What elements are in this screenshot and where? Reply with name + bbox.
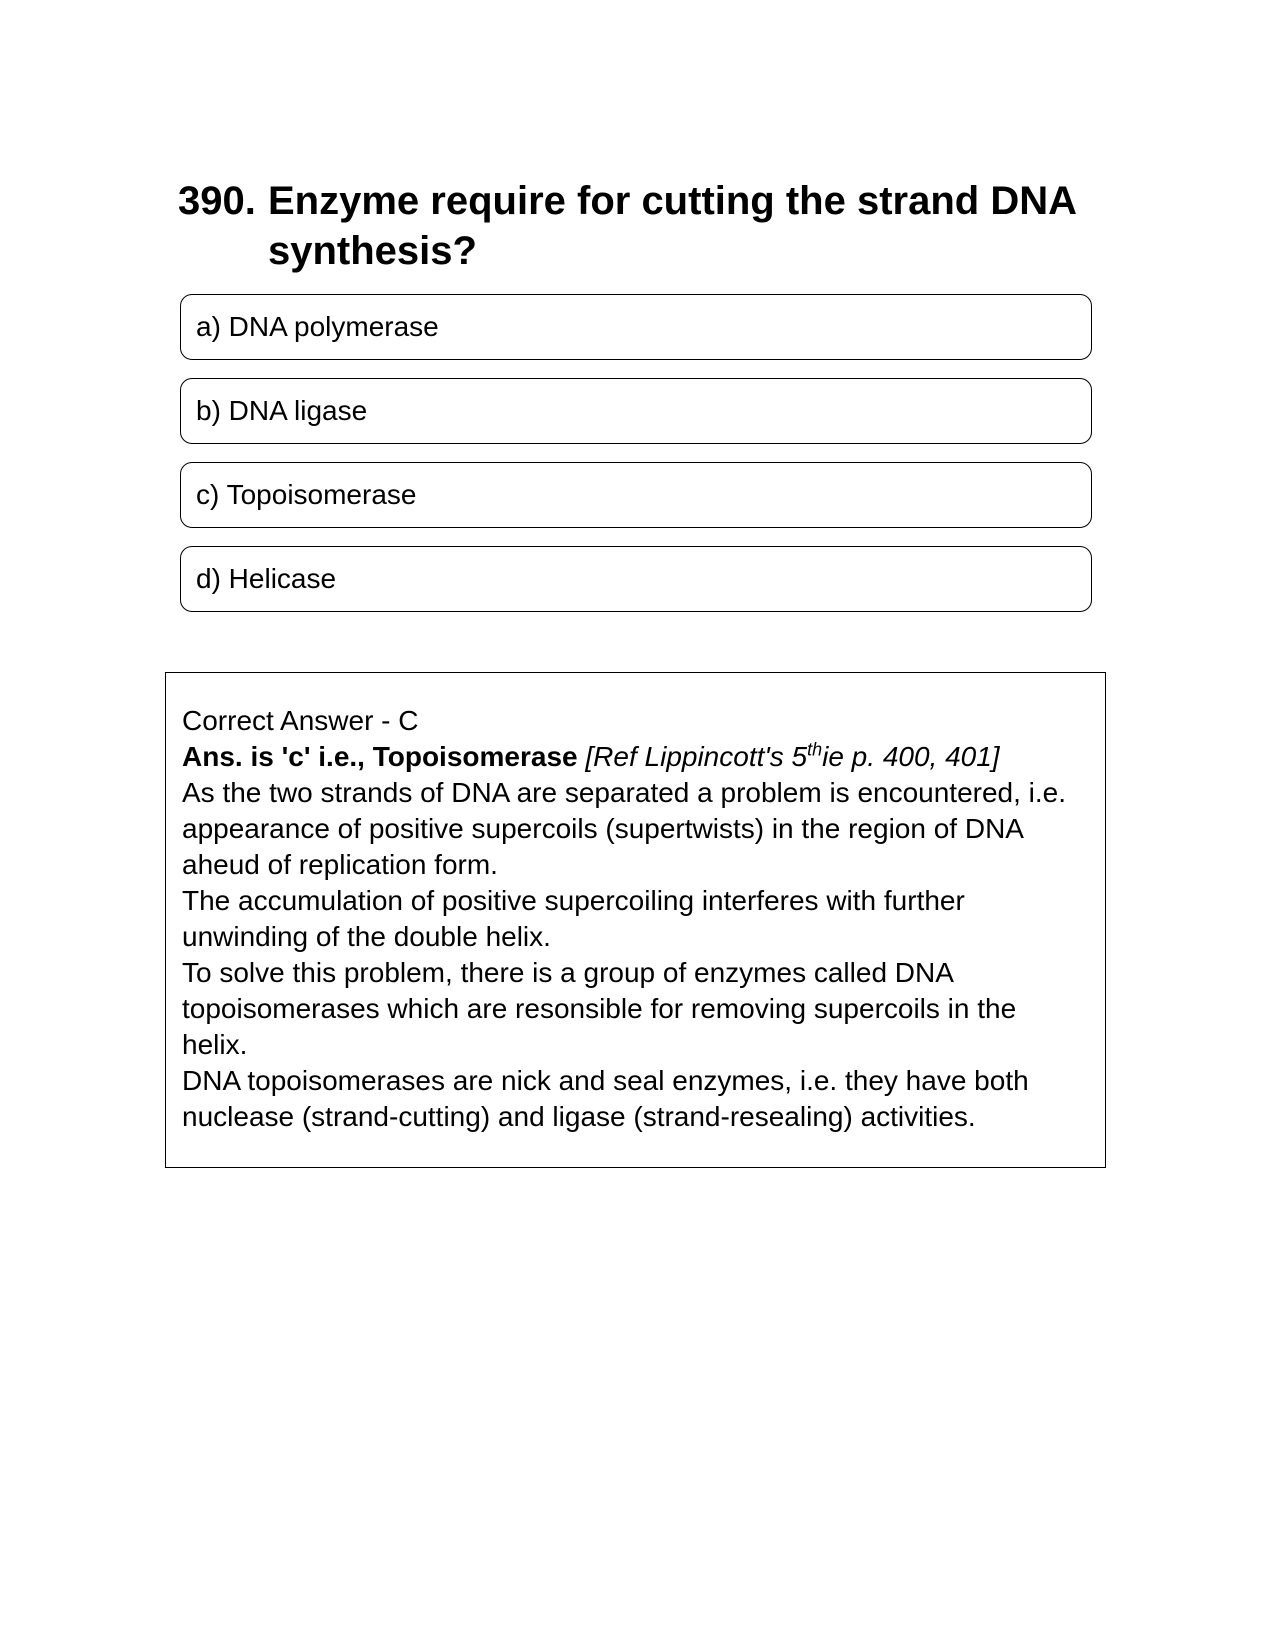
- explanation-paragraph-1: As the two strands of DNA are separated a problem is encountered, i.e. appearance of positive supercoils (supertwists) in the region of DNA aheud of replication form.: [182, 777, 1067, 880]
- explanation-paragraph-4: DNA topoisomerases are nick and seal enzymes, i.e. they have both nuclease (strand-cutting) and ligase (strand-resealing) activities.: [182, 1065, 1029, 1132]
- question-heading: [178, 176, 1078, 276]
- explanation-paragraph-2: The accumulation of positive supercoiling interferes with further unwinding of the double helix.: [182, 885, 965, 952]
- option-d[interactable]: d) Helicase: [180, 546, 1092, 612]
- option-a[interactable]: a) DNA polymerase: [180, 294, 1092, 360]
- answer-explanation-box: [165, 672, 1106, 1168]
- question-text: Enzyme require for cutting the strand DNA synthesis?: [268, 179, 1076, 273]
- correct-answer-line: Correct Answer - C: [182, 705, 419, 736]
- answer-bold-lead: Ans. is 'c' i.e., Topoisomerase: [182, 741, 578, 772]
- explanation-paragraph-3: To solve this problem, there is a group of enzymes called DNA topoisomerases which are resonsible for removing supercoils in the helix.: [182, 957, 1017, 1060]
- reference-suffix: ie p. 400, 401]: [822, 741, 1000, 772]
- question-number: 390.: [178, 179, 256, 223]
- option-b[interactable]: b) DNA ligase: [180, 378, 1092, 444]
- answer-reference: [585, 741, 999, 772]
- reference-prefix: [Ref Lippincott's 5: [585, 741, 808, 772]
- option-c[interactable]: c) Topoisomerase: [180, 462, 1092, 528]
- answer-lead-line: [182, 739, 1089, 775]
- reference-superscript: th: [807, 739, 823, 760]
